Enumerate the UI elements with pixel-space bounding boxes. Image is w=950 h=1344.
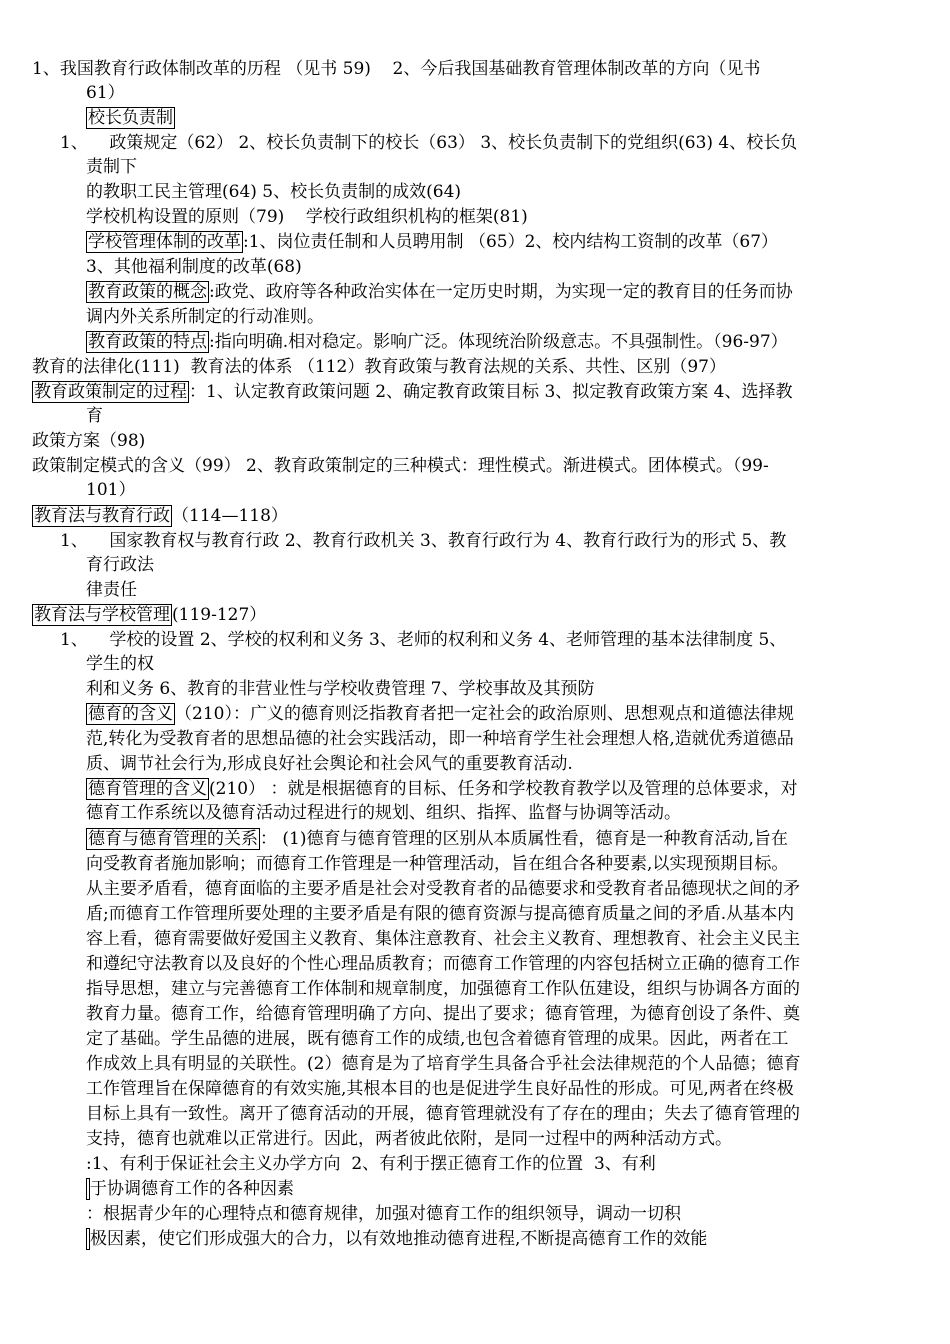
text-line: 从主要矛盾看，德育面临的主要矛盾是社会对受教育者的品德要求和受教育者品德现状之间的矛	[86, 879, 800, 899]
text-line: 和遵纪守法教育以及良好的个性心理品质教育；而德育工作管理的内容包括树立正确的德育工作	[86, 954, 800, 974]
boxed-term: 教育法与教育行政	[34, 506, 170, 526]
heading-text: 极因素，使它们形成强大的合力，以有效地推动德育进程,不断提高德育工作的效能	[90, 1229, 708, 1249]
section-heading	[86, 702, 794, 726]
text-line: 盾;而德育工作管理所要处理的主要矛盾是有限的德育资源与提高德育质量之间的矛盾.从基本内	[86, 904, 795, 924]
text-line: 调内外关系所制定的行动准则。	[86, 307, 324, 327]
section-heading	[86, 827, 788, 851]
text-line: 教育力量。德育工作，给德育管理明确了方向、提出了要求；德育管理，为德育创设了条件、奠	[86, 1004, 800, 1024]
boxed-term: 德育的含义	[88, 704, 173, 724]
boxed-term: 教育政策的概念	[88, 282, 207, 302]
text-line: 作成效上具有明显的关联性。(2）德育是为了培育学生具备合乎社会法律规范的个人品德；德育	[86, 1054, 801, 1074]
text-line: 范,转化为受教育者的思想品德的社会实践活动，即一种培育学生社会理想人格,造就优秀道德品	[86, 729, 794, 749]
text-line: 101）	[86, 480, 136, 500]
section-heading	[86, 1177, 294, 1201]
boxed-term: 德育与德育管理的关系	[88, 829, 258, 849]
text-line: 责制下	[86, 157, 137, 177]
text-line: 政策制定模式的含义（99） 2、教育政策制定的三种模式：理性模式。渐进模式。团体模式。（99-	[32, 456, 769, 476]
section-heading	[86, 106, 175, 130]
boxed-term: 教育政策的特点	[88, 332, 207, 352]
text-line: 工作管理旨在保障德育的有效实施,其根本目的也是促进学生良好品性的形成。可见,两者在终极	[86, 1079, 794, 1099]
text-line: 学校机构设置的原则（79) 学校行政组织机构的框架(81)	[86, 207, 528, 227]
section-heading	[86, 777, 797, 801]
text-line: 1、我国教育行政体制改革的历程 （见书 59) 2、今后我国基础教育管理体制改革的方向（见书	[32, 59, 761, 79]
section-heading	[86, 280, 793, 304]
text-line: 容上看，德育需要做好爱国主义教育、集体注意教育、社会主义教育、理想教育、社会主义民主	[86, 929, 800, 949]
text-line: 质、调节社会行为,形成良好社会舆论和社会风气的重要教育活动.	[86, 754, 573, 774]
text-line: 利和义务 6、教育的非营业性与学校收费管理 7、学校事故及其预防	[86, 679, 595, 699]
text-line: 1、 政策规定（62） 2、校长负责制下的校长（63） 3、校长负责制下的党组织(63) 4、校长负	[60, 133, 798, 153]
heading-text: :指向明确.相对稳定。影响广泛。体现统治阶级意志。不具强制性。（96-97）	[209, 332, 788, 352]
boxed-term: 教育法与学校管理	[34, 605, 170, 625]
text-line: :1、有利于保证社会主义办学方向 2、有利于摆正德育工作的位置 3、有利	[86, 1154, 656, 1174]
heading-text: ： (1)德育与德育管理的区别从本质属性看，德育是一种教育活动,旨在	[260, 829, 788, 849]
text-line: 的教职工民主管理(64) 5、校长负责制的成效(64)	[86, 182, 462, 202]
boxed-term: 校长负责制	[88, 108, 173, 128]
text-line: 教育的法律化(111) 教育法的体系 （112）教育政策与教育法规的关系、共性、区别（97）	[32, 357, 727, 377]
text-line: 向受教育者施加影响；而德育工作管理是一种管理活动，旨在组合各种要素,以实现预期目标。	[86, 854, 789, 874]
text-line: 德育工作系统以及德育活动过程进行的规划、组织、指挥、监督与协调等活动。	[86, 803, 681, 823]
section-heading	[86, 230, 778, 254]
boxed-term: 教育政策制定的过程	[34, 382, 187, 402]
text-line: 学生的权	[86, 654, 154, 674]
heading-text: (210） ：就是根据德育的目标、任务和学校教育教学以及管理的总体要求，对	[209, 779, 798, 799]
text-line: ：根据青少年的心理特点和德育规律，加强对德育工作的组织领导，调动一切积	[86, 1204, 681, 1224]
text-line: 61）	[86, 83, 125, 103]
section-heading	[32, 504, 288, 528]
heading-text: 于协调德育工作的各种因素	[90, 1179, 294, 1199]
boxed-term: 德育管理的含义	[88, 779, 207, 799]
text-line: 定了基础。学生品德的进展，既有德育工作的成绩,也包含着德育管理的成果。因此，两者在工	[86, 1029, 789, 1049]
section-heading	[32, 380, 792, 404]
heading-text: :政党、政府等各种政治实体在一定历史时期，为实现一定的教育目的任务而协	[209, 282, 793, 302]
text-line: 政策方案（98)	[32, 431, 146, 451]
heading-text: （210）：广义的德育则泛指教育者把一定社会的政治原则、思想观点和道德法律规	[175, 704, 794, 724]
heading-text: (119-127）	[172, 605, 267, 625]
heading-text: （114—118）	[172, 506, 288, 526]
text-line: 1、 学校的设置 2、学校的权利和义务 3、老师的权利和义务 4、老师管理的基本法律制度 5、	[60, 630, 787, 650]
section-heading	[86, 1227, 707, 1251]
heading-text: :1、岗位责任制和人员聘用制 （65）2、校内结构工资制的改革（67）	[243, 232, 779, 252]
text-line: 育	[86, 406, 103, 426]
text-line: 律责任	[86, 580, 137, 600]
boxed-term: 学校管理体制的改革	[88, 232, 241, 252]
text-line: 指导思想，建立与完善德育工作体制和规章制度，加强德育工作队伍建设，组织与协调各方面的	[86, 979, 800, 999]
section-heading	[86, 330, 788, 354]
text-line: 支持，德育也就难以正常进行。因此，两者彼此依附，是同一过程中的两种活动方式。	[86, 1129, 732, 1149]
heading-text: ：1、认定教育政策问题 2、确定教育政策目标 3、拟定教育政策方案 4、选择教	[189, 382, 793, 402]
text-line: 1、 国家教育权与教育行政 2、教育行政机关 3、教育行政行为 4、教育行政行为的形式 5、教	[60, 531, 787, 551]
section-heading	[32, 603, 266, 627]
text-line: 目标上具有一致性。离开了德育活动的开展，德育管理就没有了存在的理由；失去了德育管理的	[86, 1104, 800, 1124]
text-line: 育行政法	[86, 555, 154, 575]
text-line: 3、其他福利制度的改革(68)	[86, 257, 302, 277]
